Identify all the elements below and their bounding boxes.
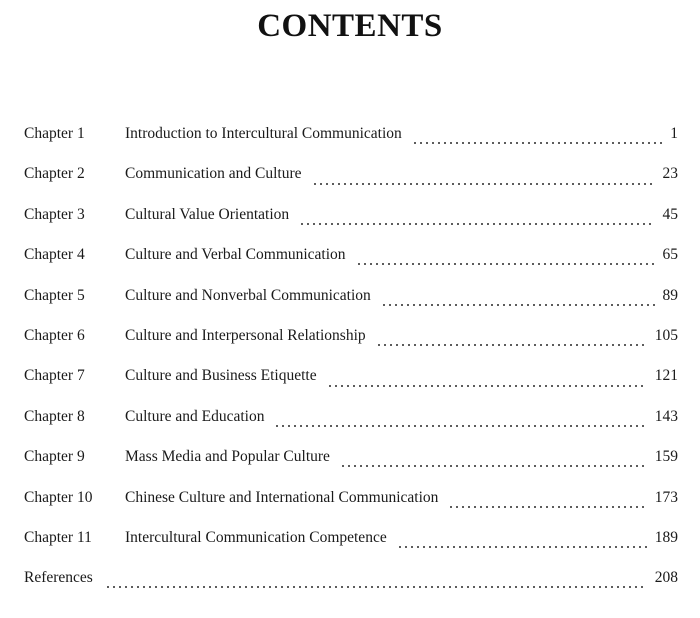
chapter-title: Cultural Value Orientation (125, 205, 290, 223)
dot-leader (397, 546, 647, 548)
chapter-title: Culture and Nonverbal Communication (125, 286, 371, 304)
chapter-title: Culture and Interpersonal Relationship (125, 326, 366, 344)
chapter-number: Chapter 4 (24, 246, 85, 264)
toc-entry (24, 364, 678, 404)
dot-leader (299, 223, 654, 225)
chapter-number: Chapter 1 (24, 125, 85, 142)
toc-entry (24, 486, 678, 526)
toc-entry (24, 162, 678, 202)
dot-leader (312, 183, 655, 185)
toc-entry-references (24, 566, 678, 606)
page-number: 208 (654, 569, 678, 587)
chapter-number: Chapter 6 (24, 326, 85, 344)
page-number: 89 (662, 286, 678, 304)
chapter-number: Chapter 11 (24, 528, 92, 546)
page-number: 189 (654, 528, 678, 546)
chapter-title: Culture and Education (125, 407, 265, 425)
chapter-number: Chapter 10 (24, 488, 93, 506)
dot-leader (327, 385, 647, 387)
references-label: References (24, 569, 93, 587)
table-of-contents (24, 122, 678, 607)
chapter-title: Communication and Culture (125, 165, 302, 183)
page-number: 121 (654, 367, 678, 385)
dot-leader (274, 425, 646, 427)
page-number: 45 (662, 205, 678, 223)
chapter-number: Chapter 9 (24, 448, 85, 466)
chapter-title: Introduction to Intercultural Communication (125, 125, 402, 142)
page-number: 159 (654, 448, 678, 466)
chapter-number: Chapter 8 (24, 407, 85, 425)
page-number: 65 (662, 246, 678, 264)
page-number: 143 (654, 407, 678, 425)
dot-leader (381, 304, 655, 306)
toc-entry (24, 405, 678, 445)
chapter-number: Chapter 3 (24, 205, 85, 223)
chapter-title: Culture and Verbal Communication (125, 246, 346, 264)
chapter-number: Chapter 7 (24, 367, 85, 385)
chapter-title: Culture and Business Etiquette (125, 367, 317, 385)
chapter-number: Chapter 5 (24, 286, 85, 304)
dot-leader (448, 506, 646, 508)
toc-entry (24, 526, 678, 566)
toc-entry (24, 324, 678, 364)
toc-entry (24, 284, 678, 324)
chapter-number: Chapter 2 (24, 165, 85, 183)
dot-leader (356, 263, 655, 265)
dot-leader (340, 465, 647, 467)
toc-entry (24, 445, 678, 485)
page-number: 105 (654, 326, 678, 344)
toc-entry (24, 122, 678, 162)
dot-leader (412, 142, 662, 144)
chapter-title: Chinese Culture and International Communication (125, 488, 439, 506)
dot-leader (105, 586, 647, 588)
page-title: CONTENTS (257, 8, 443, 44)
dot-leader (376, 344, 647, 346)
toc-entry (24, 203, 678, 243)
toc-entry (24, 243, 678, 283)
page-number: 23 (662, 165, 678, 183)
page-number: 173 (654, 488, 678, 506)
chapter-title: Mass Media and Popular Culture (125, 448, 330, 466)
page-number: 1 (670, 125, 678, 142)
chapter-title: Intercultural Communication Competence (125, 528, 387, 546)
